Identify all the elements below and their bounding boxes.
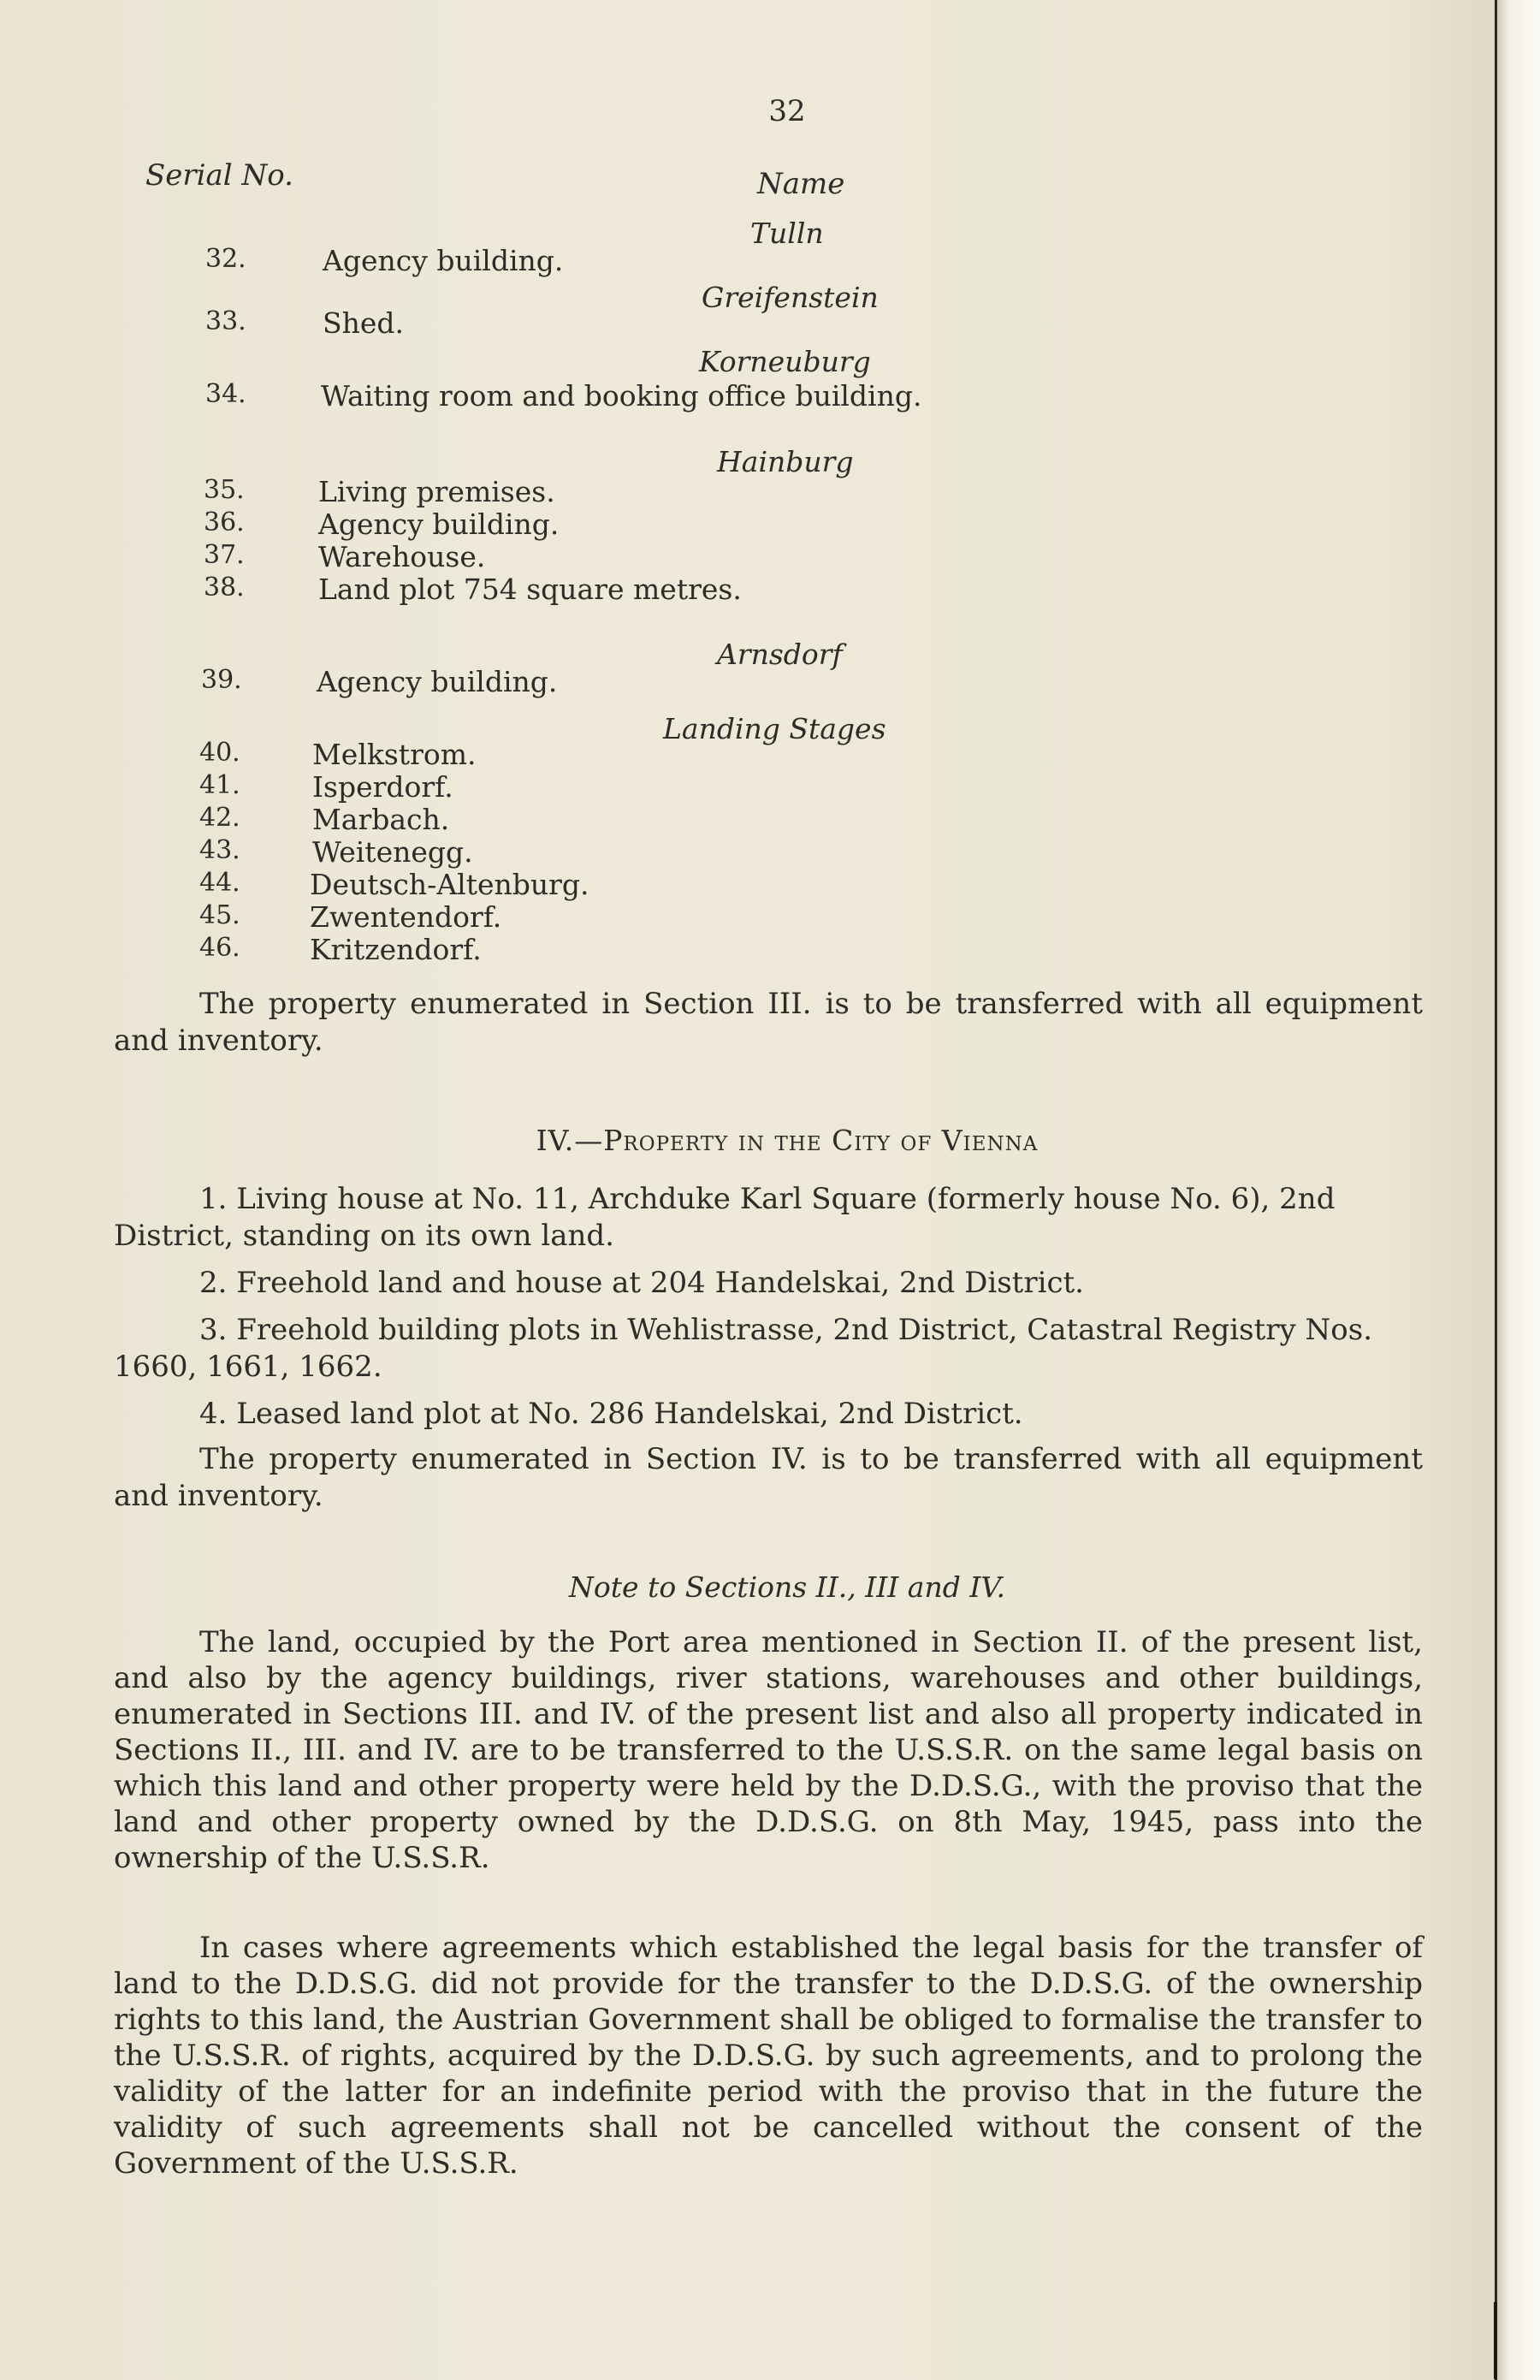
item-name: Land plot 754 square metres. [318, 573, 742, 606]
serial-number: 33. [205, 306, 246, 336]
place-arnsdorf: Arnsdorf [717, 638, 843, 671]
serial-number: 32. [205, 244, 246, 274]
item-name: Isperdorf. [312, 770, 453, 804]
serial-number: 37. [204, 540, 245, 570]
section-iv-item: 4. Leased land plot at No. 286 Handelskai, 2nd District. [199, 1397, 1023, 1431]
note-heading: Note to Sections II., III and IV. [569, 1570, 1005, 1604]
section-iv-list [114, 1181, 1423, 1515]
note-paragraph-2: In cases where agreements which established the legal basis for the transfer of land to the D.D.S.G. did not provide for the transfer to the D.D.S.G. of the ownership rights to this land, the Austrian Government shall be obliged to formalise the transfer to the U.S.S.R. of rights, acquired by the D.D.S.G. by such agreements, and to prolong the validity of the latter for an indefinite period with the proviso that in the future the validity of such agreements shall not be cancelled without the consent of the Government of the U.S.S.R. [114, 1931, 1423, 2181]
place-tulln: Tulln [750, 217, 824, 250]
item-name: Shed. [323, 306, 405, 340]
section-iii-closing: The property enumerated in Section III. is to be transferred with all equipment and inventory. [114, 987, 1423, 1058]
item-name: Deutsch-Altenburg. [310, 868, 589, 901]
binding-mark [1494, 2302, 1497, 2379]
name-header: Name [757, 167, 845, 201]
page-edge [1496, 0, 1540, 2380]
item-name: Kritzendorf. [310, 933, 482, 966]
item-name: Waiting room and booking office building. [321, 379, 922, 412]
section-iv-heading: IV.—Property in the City of Vienna [536, 1124, 1039, 1157]
note-paragraph-1: The land, occupied by the Port area mentioned in Section II. of the present list, and also by the agency buildings, river stations, warehouses and other buildings, enumerated in Sections III. and IV. of the present list and also all property indicated in Sections II., III. and IV. are to be transferred to the U.S.S.R. on the same legal basis on which this land and other property were held by the D.D.S.G., with the proviso that the land and other property owned by the D.D.S.G. on 8th May, 1945, pass into the ownership of the U.S.S.R. [114, 1625, 1423, 1875]
place-hainburg: Hainburg [717, 445, 854, 478]
item-name: Marbach. [312, 803, 450, 836]
section-iv-item: 1. Living house at No. 11, Archduke Karl Square (formerly house No. 6), 2nd District, standing on its own land. [114, 1182, 1336, 1253]
binding-line [1495, 0, 1497, 2380]
item-name: Melkstrom. [312, 738, 477, 771]
item-name: Weitenegg. [312, 835, 473, 869]
serial-number: 34. [205, 379, 246, 409]
section-iv-item: 3. Freehold building plots in Wehlistrasse, 2nd District, Catastral Registry Nos. 1660, 1661, 1662. [114, 1313, 1373, 1384]
serial-number: 40. [199, 738, 240, 768]
serial-number: 46. [199, 933, 240, 963]
serial-number: 43. [199, 835, 240, 865]
serial-number: 44. [199, 868, 240, 898]
serial-no-header: Serial No. [145, 158, 293, 193]
page-number: 32 [768, 94, 806, 128]
item-name: Agency building. [318, 507, 560, 541]
item-name: Agency building. [317, 665, 558, 698]
place-korneuburg: Korneuburg [699, 345, 871, 378]
place-landing-stages: Landing Stages [663, 712, 886, 745]
serial-number: 38. [204, 573, 245, 602]
item-name: Warehouse. [318, 540, 486, 573]
serial-number: 39. [201, 665, 242, 695]
item-name: Zwentendorf. [310, 900, 502, 934]
item-name: Agency building. [323, 244, 564, 277]
section-iv-item: 2. Freehold land and house at 204 Handelskai, 2nd District. [199, 1266, 1084, 1300]
serial-number: 45. [199, 900, 240, 930]
serial-number: 36. [204, 507, 245, 537]
serial-number: 41. [199, 770, 240, 800]
section-iv-closing: The property enumerated in Section IV. is to be transferred with all equipment and inventory. [114, 1442, 1423, 1513]
serial-number: 42. [199, 803, 240, 833]
serial-number: 35. [204, 475, 245, 505]
place-greifenstein: Greifenstein [702, 281, 879, 314]
item-name: Living premises. [318, 475, 555, 508]
